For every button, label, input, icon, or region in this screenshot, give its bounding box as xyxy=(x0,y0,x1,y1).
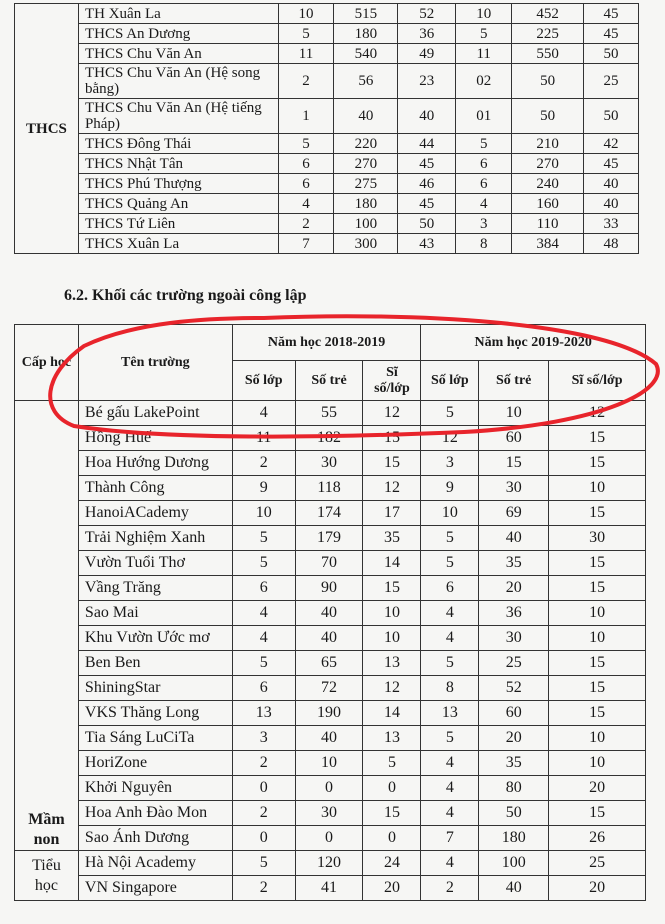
cell-value: 6 xyxy=(456,154,512,174)
cell-value: 5 xyxy=(232,651,295,676)
cell-value: 20 xyxy=(549,876,646,901)
cell-value: 20 xyxy=(479,726,549,751)
cell-value: 0 xyxy=(232,776,295,801)
school-name: Hoa Anh Đào Mon xyxy=(78,801,232,826)
cell-value: 10 xyxy=(363,626,421,651)
cell-value: 9 xyxy=(232,476,295,501)
cell-value: 5 xyxy=(232,851,295,876)
cell-value: 20 xyxy=(363,876,421,901)
cell-value: 14 xyxy=(363,551,421,576)
section-title: 6.2. Khối các trường ngoài công lập xyxy=(64,287,307,304)
cell-value: 40 xyxy=(295,726,363,751)
cell-value: 160 xyxy=(512,194,584,214)
cell-value: 40 xyxy=(479,876,549,901)
cell-value: 2 xyxy=(232,451,295,476)
cell-value: 3 xyxy=(456,214,512,234)
cell-value: 69 xyxy=(479,501,549,526)
private-schools-table xyxy=(14,324,646,901)
cell-value: 11 xyxy=(278,44,334,64)
cell-value: 20 xyxy=(479,576,549,601)
cell-value: 180 xyxy=(479,826,549,851)
cell-value: 48 xyxy=(584,234,639,254)
table-row xyxy=(15,626,646,651)
cell-value: 15 xyxy=(549,551,646,576)
school-name: HanoiACademy xyxy=(78,501,232,526)
school-name: Sao Ánh Dương xyxy=(78,826,232,851)
cell-value: 10 xyxy=(549,601,646,626)
cell-value: 5 xyxy=(232,526,295,551)
cell-value: 30 xyxy=(479,626,549,651)
cell-value: 2 xyxy=(232,751,295,776)
cell-value: 4 xyxy=(232,401,295,426)
cell-value: 1 xyxy=(278,99,334,134)
cell-value: 515 xyxy=(334,4,398,24)
school-name: Hồng Huế xyxy=(78,426,232,451)
table-row xyxy=(15,876,646,901)
table-row xyxy=(15,99,639,134)
cell-value: 13 xyxy=(232,701,295,726)
cell-value: 40 xyxy=(398,99,456,134)
table-row xyxy=(15,426,646,451)
school-name: Ben Ben xyxy=(78,651,232,676)
cell-value: 174 xyxy=(295,501,363,526)
cell-value: 40 xyxy=(334,99,398,134)
cell-value: 15 xyxy=(363,801,421,826)
header-classes-2018: Số lớp xyxy=(232,361,295,401)
cell-value: 5 xyxy=(456,134,512,154)
school-name: THCS Phú Thượng xyxy=(78,174,278,194)
cell-value: 5 xyxy=(456,24,512,44)
cell-value: 7 xyxy=(278,234,334,254)
cell-value: 6 xyxy=(456,174,512,194)
cell-value: 12 xyxy=(363,476,421,501)
cell-value: 36 xyxy=(479,601,549,626)
cell-value: 4 xyxy=(421,801,479,826)
cell-value: 60 xyxy=(479,701,549,726)
cell-value: 550 xyxy=(512,44,584,64)
cell-value: 2 xyxy=(278,214,334,234)
cell-value: 10 xyxy=(421,501,479,526)
school-name: ShiningStar xyxy=(78,676,232,701)
cell-value: 5 xyxy=(363,751,421,776)
cell-value: 13 xyxy=(363,726,421,751)
school-name: Hoa Hướng Dương xyxy=(78,451,232,476)
table-row xyxy=(15,134,639,154)
cell-value: 33 xyxy=(584,214,639,234)
cell-value: 118 xyxy=(295,476,363,501)
cell-value: 4 xyxy=(421,851,479,876)
table-row xyxy=(15,851,646,876)
cell-value: 300 xyxy=(334,234,398,254)
cell-value: 270 xyxy=(512,154,584,174)
table-row xyxy=(15,214,639,234)
cell-value: 3 xyxy=(232,726,295,751)
cell-value: 210 xyxy=(512,134,584,154)
cell-value: 3 xyxy=(421,451,479,476)
table-row xyxy=(15,576,646,601)
school-name: THCS An Dương xyxy=(78,24,278,44)
cell-value: 42 xyxy=(584,134,639,154)
cell-value: 15 xyxy=(363,451,421,476)
cell-value: 0 xyxy=(363,826,421,851)
cell-value: 110 xyxy=(512,214,584,234)
cell-value: 40 xyxy=(295,601,363,626)
cell-value: 56 xyxy=(334,64,398,99)
cell-value: 6 xyxy=(278,174,334,194)
header-year-2018-2019: Năm học 2018-2019 xyxy=(232,325,421,361)
cell-value: 40 xyxy=(479,526,549,551)
cell-value: 52 xyxy=(479,676,549,701)
school-name: TH Xuân La xyxy=(78,4,278,24)
cell-value: 80 xyxy=(479,776,549,801)
cell-value: 5 xyxy=(421,401,479,426)
cell-value: 20 xyxy=(549,776,646,801)
cell-value: 10 xyxy=(456,4,512,24)
cell-value: 45 xyxy=(584,24,639,44)
school-name: Bé gấu LakePoint xyxy=(78,401,232,426)
cell-value: 15 xyxy=(549,576,646,601)
cell-value: 5 xyxy=(278,24,334,44)
cell-value: 0 xyxy=(295,776,363,801)
cell-value: 4 xyxy=(421,751,479,776)
cell-value: 15 xyxy=(363,426,421,451)
table-row xyxy=(15,676,646,701)
cell-value: 40 xyxy=(584,174,639,194)
cell-value: 43 xyxy=(398,234,456,254)
school-name: HoriZone xyxy=(78,751,232,776)
cell-value: 220 xyxy=(334,134,398,154)
cell-value: 0 xyxy=(232,826,295,851)
cell-value: 100 xyxy=(334,214,398,234)
cell-value: 35 xyxy=(363,526,421,551)
cell-value: 17 xyxy=(363,501,421,526)
cell-value: 01 xyxy=(456,99,512,134)
cell-value: 15 xyxy=(479,451,549,476)
table-row xyxy=(15,4,639,24)
cell-value: 190 xyxy=(295,701,363,726)
cell-value: 12 xyxy=(363,401,421,426)
cell-value: 50 xyxy=(398,214,456,234)
cell-value: 12 xyxy=(363,676,421,701)
cell-value: 30 xyxy=(295,801,363,826)
school-name: Sao Mai xyxy=(78,601,232,626)
school-name: Vườn Tuổi Thơ xyxy=(78,551,232,576)
school-name: THCS Xuân La xyxy=(78,234,278,254)
school-name: VKS Thăng Long xyxy=(78,701,232,726)
table-row xyxy=(15,801,646,826)
table-row xyxy=(15,601,646,626)
cell-value: 5 xyxy=(421,551,479,576)
cell-value: 45 xyxy=(398,154,456,174)
table-row xyxy=(15,451,646,476)
table-row xyxy=(15,44,639,64)
cell-value: 15 xyxy=(363,576,421,601)
cell-value: 44 xyxy=(398,134,456,154)
cell-value: 4 xyxy=(421,601,479,626)
level-cell-preschool: Mầm non xyxy=(15,401,79,851)
school-name: VN Singapore xyxy=(78,876,232,901)
school-name: Khởi Nguyên xyxy=(78,776,232,801)
cell-value: 60 xyxy=(479,426,549,451)
level-cell-primary: Tiểu học xyxy=(15,851,79,901)
school-name: THCS Tứ Liên xyxy=(78,214,278,234)
table-row xyxy=(15,194,639,214)
cell-value: 4 xyxy=(278,194,334,214)
cell-value: 384 xyxy=(512,234,584,254)
cell-value: 5 xyxy=(421,651,479,676)
cell-value: 30 xyxy=(479,476,549,501)
cell-value: 275 xyxy=(334,174,398,194)
cell-value: 30 xyxy=(549,526,646,551)
level-cell: THCS xyxy=(15,4,79,254)
cell-value: 50 xyxy=(584,99,639,134)
header-classes-2019: Số lớp xyxy=(421,361,479,401)
header-school-name: Tên trường xyxy=(78,325,232,401)
cell-value: 2 xyxy=(232,876,295,901)
cell-value: 45 xyxy=(584,154,639,174)
table-row xyxy=(15,826,646,851)
header-children-2019: Số trẻ xyxy=(479,361,549,401)
cell-value: 15 xyxy=(549,426,646,451)
cell-value: 2 xyxy=(421,876,479,901)
header-per-class-2019: Sĩ số/lớp xyxy=(549,361,646,401)
table-row xyxy=(15,234,639,254)
cell-value: 45 xyxy=(584,4,639,24)
cell-value: 14 xyxy=(363,701,421,726)
cell-value: 8 xyxy=(456,234,512,254)
cell-value: 11 xyxy=(456,44,512,64)
table-row xyxy=(15,501,646,526)
cell-value: 13 xyxy=(363,651,421,676)
header-year-2019-2020: Năm học 2019-2020 xyxy=(421,325,646,361)
cell-value: 10 xyxy=(295,751,363,776)
cell-value: 24 xyxy=(363,851,421,876)
cell-value: 15 xyxy=(549,701,646,726)
cell-value: 35 xyxy=(479,751,549,776)
table-row xyxy=(15,701,646,726)
cell-value: 10 xyxy=(363,601,421,626)
table-row xyxy=(15,476,646,501)
cell-value: 90 xyxy=(295,576,363,601)
cell-value: 179 xyxy=(295,526,363,551)
cell-value: 240 xyxy=(512,174,584,194)
table-row xyxy=(15,154,639,174)
table-row xyxy=(15,526,646,551)
cell-value: 6 xyxy=(421,576,479,601)
school-name: THCS Quảng An xyxy=(78,194,278,214)
table-row xyxy=(15,751,646,776)
cell-value: 50 xyxy=(584,44,639,64)
cell-value: 40 xyxy=(584,194,639,214)
cell-value: 65 xyxy=(295,651,363,676)
cell-value: 50 xyxy=(512,99,584,134)
cell-value: 40 xyxy=(295,626,363,651)
cell-value: 5 xyxy=(232,551,295,576)
cell-value: 10 xyxy=(278,4,334,24)
cell-value: 25 xyxy=(479,651,549,676)
cell-value: 26 xyxy=(549,826,646,851)
cell-value: 12 xyxy=(549,401,646,426)
cell-value: 12 xyxy=(421,426,479,451)
cell-value: 70 xyxy=(295,551,363,576)
school-name: THCS Chu Văn An (Hệ tiếng Pháp) xyxy=(78,99,278,134)
cell-value: 50 xyxy=(512,64,584,99)
cell-value: 10 xyxy=(479,401,549,426)
cell-value: 5 xyxy=(421,726,479,751)
cell-value: 180 xyxy=(334,194,398,214)
cell-value: 5 xyxy=(278,134,334,154)
table-row xyxy=(15,24,639,44)
header-level: Cấp học xyxy=(15,325,79,401)
cell-value: 2 xyxy=(232,801,295,826)
cell-value: 5 xyxy=(421,526,479,551)
cell-value: 52 xyxy=(398,4,456,24)
cell-value: 182 xyxy=(295,426,363,451)
cell-value: 6 xyxy=(232,576,295,601)
cell-value: 02 xyxy=(456,64,512,99)
cell-value: 10 xyxy=(549,726,646,751)
table-row xyxy=(15,64,639,99)
table-row xyxy=(15,776,646,801)
cell-value: 540 xyxy=(334,44,398,64)
table-row xyxy=(15,401,646,426)
cell-value: 15 xyxy=(549,501,646,526)
cell-value: 4 xyxy=(232,626,295,651)
school-name: THCS Đông Thái xyxy=(78,134,278,154)
public-schools-table xyxy=(14,3,639,254)
table-row xyxy=(15,651,646,676)
header-per-class-2018: Sĩ số/lớp xyxy=(363,361,421,401)
cell-value: 4 xyxy=(421,626,479,651)
cell-value: 6 xyxy=(232,676,295,701)
cell-value: 15 xyxy=(549,801,646,826)
cell-value: 9 xyxy=(421,476,479,501)
school-name: Khu Vườn Ước mơ xyxy=(78,626,232,651)
cell-value: 10 xyxy=(232,501,295,526)
cell-value: 15 xyxy=(549,451,646,476)
cell-value: 0 xyxy=(363,776,421,801)
cell-value: 7 xyxy=(421,826,479,851)
school-name: Trải Nghiệm Xanh xyxy=(78,526,232,551)
cell-value: 120 xyxy=(295,851,363,876)
cell-value: 180 xyxy=(334,24,398,44)
cell-value: 25 xyxy=(549,851,646,876)
cell-value: 4 xyxy=(232,601,295,626)
header-children-2018: Số trẻ xyxy=(295,361,363,401)
school-name: Thành Công xyxy=(78,476,232,501)
school-name: THCS Chu Văn An xyxy=(78,44,278,64)
cell-value: 6 xyxy=(278,154,334,174)
cell-value: 35 xyxy=(479,551,549,576)
table-row xyxy=(15,174,639,194)
cell-value: 8 xyxy=(421,676,479,701)
cell-value: 2 xyxy=(278,64,334,99)
school-name: Tia Sáng LuCiTa xyxy=(78,726,232,751)
cell-value: 225 xyxy=(512,24,584,44)
school-name: THCS Nhật Tân xyxy=(78,154,278,174)
cell-value: 100 xyxy=(479,851,549,876)
cell-value: 4 xyxy=(456,194,512,214)
cell-value: 15 xyxy=(549,676,646,701)
cell-value: 36 xyxy=(398,24,456,44)
cell-value: 49 xyxy=(398,44,456,64)
cell-value: 4 xyxy=(421,776,479,801)
cell-value: 55 xyxy=(295,401,363,426)
cell-value: 30 xyxy=(295,451,363,476)
table-row xyxy=(15,726,646,751)
cell-value: 452 xyxy=(512,4,584,24)
cell-value: 13 xyxy=(421,701,479,726)
cell-value: 45 xyxy=(398,194,456,214)
cell-value: 23 xyxy=(398,64,456,99)
cell-value: 270 xyxy=(334,154,398,174)
cell-value: 46 xyxy=(398,174,456,194)
cell-value: 72 xyxy=(295,676,363,701)
cell-value: 50 xyxy=(479,801,549,826)
school-name: THCS Chu Văn An (Hệ song bằng) xyxy=(78,64,278,99)
cell-value: 15 xyxy=(549,651,646,676)
cell-value: 10 xyxy=(549,626,646,651)
cell-value: 25 xyxy=(584,64,639,99)
cell-value: 10 xyxy=(549,751,646,776)
table-row xyxy=(15,551,646,576)
school-name: Vầng Trăng xyxy=(78,576,232,601)
school-name: Hà Nội Academy xyxy=(78,851,232,876)
cell-value: 11 xyxy=(232,426,295,451)
cell-value: 0 xyxy=(295,826,363,851)
cell-value: 41 xyxy=(295,876,363,901)
cell-value: 10 xyxy=(549,476,646,501)
